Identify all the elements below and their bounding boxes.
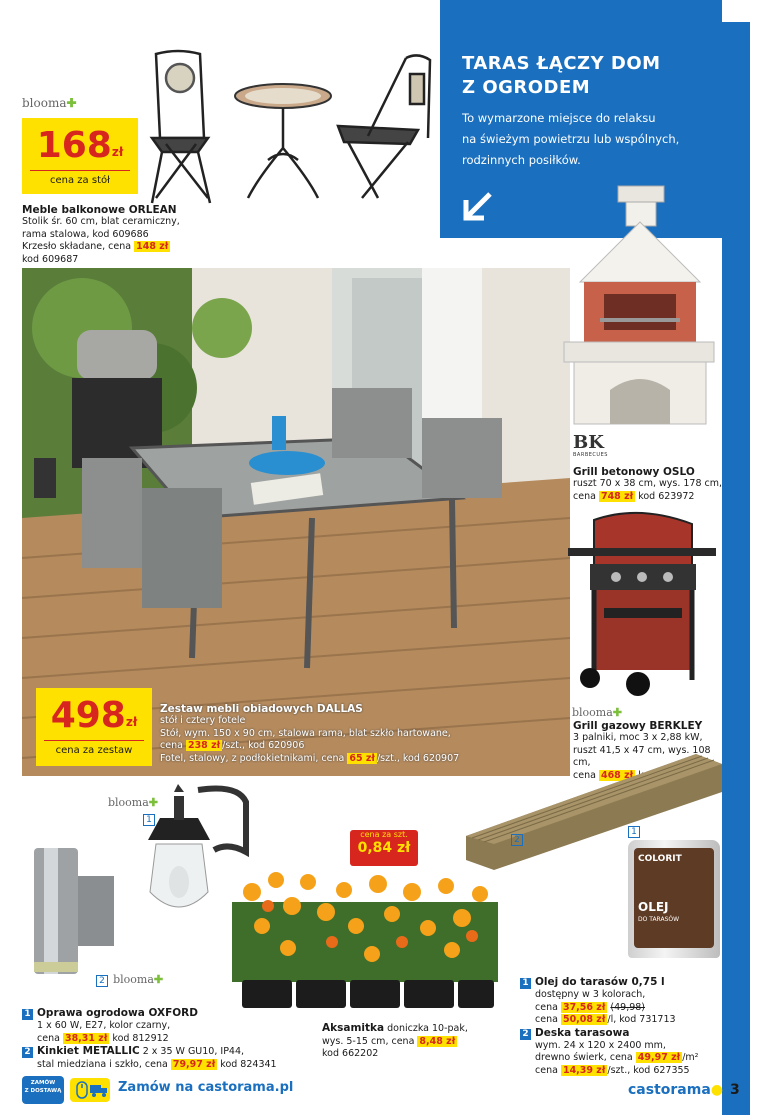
deck-line2: drewno świerk, cena 49,97 zł /m² [535,1052,699,1063]
aksamitka-line2: kod 662202 [322,1048,379,1059]
metallic-price: 79,97 zł [172,1058,216,1070]
berkley-line2: ruszt 41,5 x 47 cm, wys. 108 cm, [573,744,711,768]
bk-logo: BK BARBECUES [573,432,608,458]
aksamitka-unit-price: 0,84 zł [357,840,411,856]
deck-title: 2 Deska tarasowa [520,1027,720,1040]
header-text-line2: na świeżym powietrzu lub wspólnych, [462,132,680,146]
oslo-title: Grill betonowy OSLO [573,466,695,478]
arrow-down-left-icon [460,190,494,224]
deck-line3: cena 14,39 zł /szt., kod 627355 [535,1064,690,1076]
oslo-price: 748 zł [600,490,634,502]
oslo-grill-image [560,182,720,432]
berkley-grill-image [564,508,720,702]
blooma-logo-berkley: blooma✚ [572,706,623,719]
delivery-icons [70,1078,110,1102]
orlean-price-label: cena za stół [30,170,130,186]
oil-line3: cena 50,08 zł /l, kod 731713 [535,1014,676,1025]
orlean-line2: rama stalowa, kod 609686 [22,228,149,240]
aksamitka-description [322,1022,482,1061]
aksamitka-line1: wys. 5-15 cm, cena 8,48 zł [322,1035,456,1047]
oil-price: 37,56 zł [562,1001,606,1013]
deck-piece-price: 14,39 zł [562,1064,606,1076]
orlean-description [22,204,242,266]
oslo-line2: cena 748 zł kod 623972 [573,490,695,502]
dallas-chair-price: 65 zł [349,752,375,764]
oslo-line1: ruszt 70 x 38 cm, wys. 178 cm, [573,478,723,489]
orlean-furniture-image [148,48,438,208]
metallic-title-row: 2 Kinkiet METALLIC 2 x 35 W GU10, IP44, [22,1045,302,1059]
orlean-line4: kod 609687 [22,253,79,265]
oil-line2: cena 37,56 zł (49,98) [535,1001,646,1013]
aksamitka-price: 8,48 zł [419,1035,456,1047]
metallic-lamp-image [22,838,122,978]
metallic-badge: 2 [96,975,108,987]
deck-description [520,976,720,1077]
berkley-line1: 3 palniki, moc 3 x 2,88 kW, [573,732,703,743]
header-text-line3: rodzinnych posiłków. [462,153,581,167]
oil-title: 1 Olej do tarasów 0,75 l [520,976,720,989]
castorama-logo: castorama● [628,1082,723,1098]
deck-line1: wym. 24 x 120 x 2400 mm, [535,1039,666,1051]
oil-can-label1: OLEJ [638,900,669,914]
metallic-badge-row: 2 blooma✚ [96,968,163,987]
orlean-price-box [22,118,138,194]
orlean-line1: Stolik śr. 60 cm, blat ceramiczny, [22,216,180,227]
oxford-title: 1 Oprawa ogrodowa OXFORD [22,1007,302,1020]
aksamitka-price-tag [350,830,418,866]
dallas-line4: Fotel, stalowy, z podłokietnikami, cena 65 zł /szt., kod 620907 [160,752,460,764]
oxford-price: 38,31 zł [64,1032,108,1044]
dallas-line2: Stół, wym. 150 x 90 cm, stalowa rama, blat szkło hartowane, [160,727,451,739]
oil-line1: dostępny w 3 kolorach, [535,989,646,1000]
dallas-price-label: cena za zestaw [44,740,144,756]
dallas-price-box [36,688,152,766]
aksamitka-price-label: cena za szt. [360,830,408,839]
oxford-line2: cena 38,31 zł kod 812912 [37,1032,169,1044]
mouse-icon [73,1080,91,1100]
oil-old-price: (49,98) [610,1001,646,1013]
dallas-line3: cena 238 zł /szt., kod 620906 [160,740,305,751]
orlean-title: Meble balkonowe ORLEAN [22,204,177,216]
oxford-badge: 1 [143,814,155,826]
orlean-price: $168^{zł}$ [36,125,124,166]
deck-badge-2: 2 [511,834,523,846]
deck-m2-price: 49,97 zł [637,1052,681,1063]
metallic-line1: stal miedziana i szkło, cena 79,97 zł kod 824341 [37,1058,277,1070]
aksamitka-flowers-image [232,862,498,1012]
oil-unit-price: 50,08 zł [562,1014,606,1025]
berkley-price: 468 zł [600,769,634,781]
oslo-description [573,466,723,503]
blooma-logo-oxford: blooma✚ [108,796,159,809]
blooma-logo-orlean: blooma✚ [22,96,77,110]
orlean-line3: Krzesło składane, cena 148 zł [22,241,169,252]
orlean-chair-price: 148 zł [136,241,169,252]
order-online-link[interactable]: Zamów na castorama.pl [118,1080,294,1095]
header-title-line2: Z OGRODEM [462,77,591,98]
deck-badge-1: 1 [628,826,640,838]
oxford-line1: 1 x 60 W, E27, kolor czarny, [37,1020,171,1031]
oil-can-brand: COLORIT [638,854,682,864]
dallas-line1: stół i cztery fotele [160,715,246,726]
berkley-line3: cena 468 zł [573,769,634,781]
header-text [462,108,679,171]
truck-icon [90,1083,108,1097]
dallas-price: $498^{zł}$ [50,695,138,736]
dallas-description [160,703,490,765]
oil-can-label2: DO TARASÓW [638,916,680,923]
berkley-title: Grill gazowy BERKLEY [573,720,703,732]
right-blue-stripe [722,22,750,1115]
oil-can [628,840,720,958]
lamps-description [22,1007,302,1071]
header-title-line1: TARAS ŁĄCZY DOM [462,53,661,74]
page-number: 3 [730,1082,740,1098]
header-title [462,52,661,100]
dallas-table-price: 238 zł [187,740,221,751]
order-delivery-badge[interactable]: ZAMÓW Z DOSTAWĄ [22,1076,64,1104]
header-text-line1: To wymarzone miejsce do relaksu [462,111,656,125]
aksamitka-title-row: Aksamitka doniczka 10-pak, [322,1022,468,1034]
dallas-title: Zestaw mebli obiadowych DALLAS [160,703,363,715]
